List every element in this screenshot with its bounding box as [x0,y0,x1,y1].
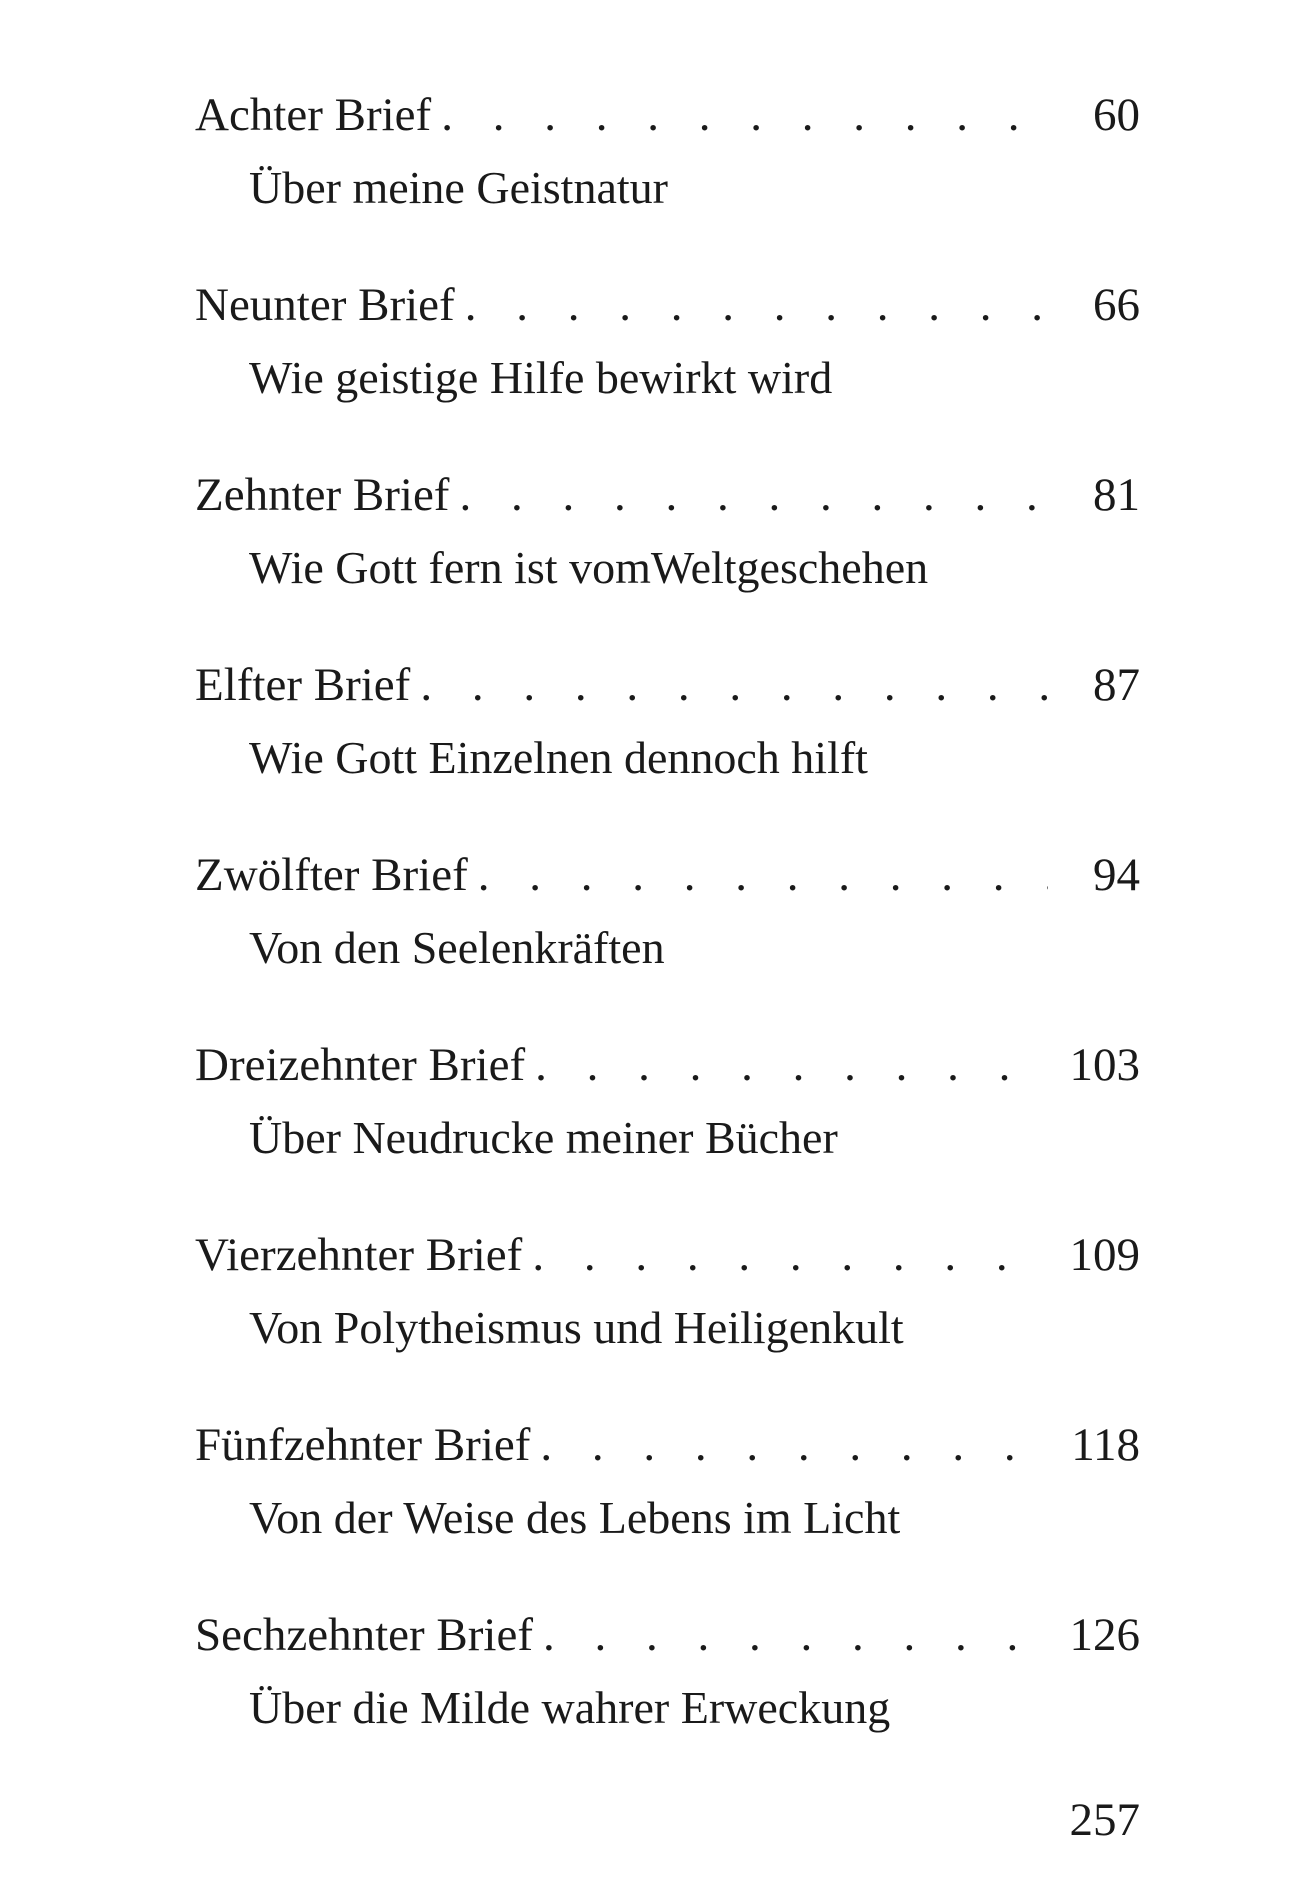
toc-page-number: 81 [1093,469,1140,521]
toc-page-number: 87 [1093,659,1140,711]
toc-page-number: 60 [1093,89,1140,141]
toc-entry-title: Vierzehnter Brief [195,1229,523,1281]
toc-entry-subtitle: Über Neudrucke meiner Bücher [249,1112,838,1163]
toc-entry-line [195,840,1140,910]
toc-entry-subtitle: Über meine Geistnatur [249,162,668,213]
toc-entry-title: Achter Brief [195,89,432,141]
toc-page-number: 109 [1069,1229,1140,1281]
toc-page-number: 118 [1071,1419,1140,1471]
toc-entry-title: Zwölfter Brief [195,849,468,901]
toc-entry-line [195,1030,1140,1100]
dot-leader [540,1410,1048,1480]
toc-page-number: 66 [1093,279,1140,331]
toc-entry-title: Fünfzehnter Brief [195,1419,531,1471]
toc-entry [195,270,1140,460]
toc-entry [195,80,1140,270]
toc-entry [195,650,1140,840]
table-of-contents [195,80,1140,1790]
toc-entry-title: Elfter Brief [195,659,411,711]
dot-leader [543,1600,1048,1670]
toc-entry-subtitle: Von der Weise des Lebens im Licht [249,1492,901,1543]
toc-page-number: 94 [1093,849,1140,901]
dot-leader [535,1030,1048,1100]
page-number: 257 [1069,1794,1140,1846]
dot-leader [532,1220,1048,1290]
toc-entry-line [195,1220,1140,1290]
toc-entry-line [195,80,1140,150]
toc-page-number: 126 [1069,1609,1140,1661]
toc-entry-line [195,270,1140,340]
toc-entry [195,1600,1140,1790]
toc-entry-subtitle: Wie Gott fern ist vomWeltgeschehen [249,542,929,593]
dot-leader [441,80,1048,150]
toc-entry-title: Zehnter Brief [195,469,450,521]
toc-entry-subtitle: Von den Seelenkräften [249,922,665,973]
toc-page-number: 103 [1069,1039,1140,1091]
dot-leader [478,840,1048,910]
toc-entry-title: Sechzehnter Brief [195,1609,533,1661]
toc-entry [195,1030,1140,1220]
toc-entry-line [195,1600,1140,1670]
toc-entry-line [195,460,1140,530]
toc-entry-subtitle: Über die Milde wahrer Erweckung [249,1682,891,1733]
toc-entry [195,460,1140,650]
toc-entry-subtitle: Wie geistige Hilfe bewirkt wird [249,352,833,403]
dot-leader [420,650,1048,720]
toc-entry-line [195,1410,1140,1480]
toc-entry-subtitle: Wie Gott Einzelnen dennoch hilft [249,732,868,783]
toc-entry [195,840,1140,1030]
dot-leader [465,270,1048,340]
toc-entry-title: Neunter Brief [195,279,455,331]
toc-entry-line [195,650,1140,720]
toc-entry-title: Dreizehnter Brief [195,1039,526,1091]
toc-entry-subtitle: Von Polytheismus und Heiligenkult [249,1302,904,1353]
toc-entry [195,1410,1140,1600]
toc-entry [195,1220,1140,1410]
dot-leader [459,460,1048,530]
